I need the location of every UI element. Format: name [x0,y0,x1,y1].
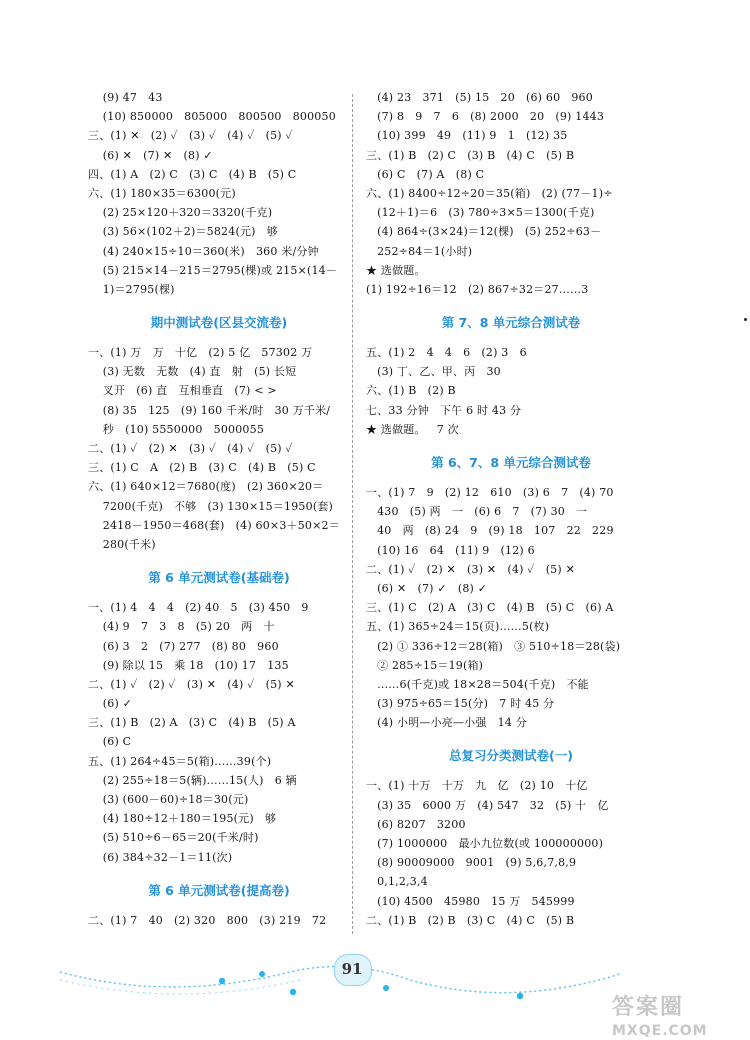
answer-line: 七、33 分钟 下午 6 时 43 分 [366,403,522,417]
section-heading: 总复习分类测试卷(一) [449,748,573,764]
answer-line: (3) 丁、乙、甲、丙 30 [366,365,501,379]
answer-line: (6) ✕ (7) ✕ (8) ✓ [88,148,213,162]
watermark-line1: 答案圈 [612,995,685,1020]
answer-line: ★ 选做题。 7 次 [366,422,459,436]
answer-line: (1) 192÷16＝12 (2) 867÷32＝27……3 [366,282,589,296]
watermark-line2: MXQE.COM [612,1023,708,1039]
answer-line: 280(千米) [88,537,156,551]
answer-line: 一、(1) 十万 十万 九 亿 (2) 10 十亿 [366,779,588,793]
answer-line: 2418－1950＝468(套) (4) 60×3＋50×2＝ [88,518,340,532]
answer-line: 40 两 (8) 24 9 (9) 18 107 22 229 [366,524,614,538]
answer-line: (6) ✓ [88,697,133,711]
answer-line: 秒 (10) 5550000 5000055 [88,422,265,436]
answer-line: (10) 399 49 (11) 9 1 (12) 35 [366,129,568,143]
answer-line: (10) 4500 45980 15 万 545999 [366,894,575,908]
answer-line: (4) 864÷(3×24)＝12(棵) (5) 252÷63－ [366,225,602,239]
answer-line: 六、(1) 8400÷12÷20＝35(箱) (2) (77－1)÷ [366,186,613,200]
answer-line: (4) 9 7 3 8 (5) 20 两 十 [88,620,275,634]
answer-line: ② 285÷15＝19(箱) [366,658,484,672]
answer-line: 三、(1) C (2) A (3) C (4) B (5) C (6) A [366,601,614,615]
answer-line: (3) 无数 无数 (4) 直 射 (5) 长短 [88,365,297,379]
answer-line: 三、(1) C A (2) B (3) C (4) B (5) C [88,461,316,475]
answer-line: (12＋1)＝6 (3) 780÷3×5＝1300(千克) [366,206,595,220]
left-column [88,88,350,930]
answer-line: 五、(1) 2 4 4 6 (2) 3 6 [366,346,527,360]
answer-line: (8) 35 125 (9) 160 千米/时 30 万千米/ [88,403,331,417]
section-heading: 第 6 单元测试卷(基础卷) [148,570,290,586]
answer-line: (9) 除以 15 乘 18 (10) 17 135 [88,658,289,672]
section-heading: 期中测试卷(区县交流卷) [150,315,288,331]
answer-line: 六、(1) B (2) B [366,384,456,398]
answer-line: (5) 510÷6－65＝20(千米/时) [88,831,259,845]
answer-line: (6) C (7) A (8) C [366,167,485,181]
answer-line: ……6(千克)或 18×28＝504(千克) 不能 [366,677,589,691]
answer-line: (6) 8207 3200 [366,817,466,831]
answer-line: 1)＝2795(棵) [88,282,175,296]
answer-line: (6) ✕ (7) ✓ (8) ✓ [366,581,488,595]
answer-line: (2) 255÷18＝5(辆)……15(人) 6 辆 [88,773,297,787]
answer-line: 430 (5) 两 一 (6) 6 7 (7) 30 一 [366,505,588,519]
answer-line: 0,1,2,3,4 [366,875,428,889]
answer-line: 二、(1) ✓ (2) ✕ (3) ✕ (4) ✓ (5) ✕ [366,562,575,576]
answer-line: (3) 975÷65＝15(分) 7 时 45 分 [366,697,555,711]
answer-line: 五、(1) 264÷45＝5(箱)……39(个) [88,754,272,768]
section-heading: 第 7、8 单元综合测试卷 [441,315,581,331]
answer-line: (10) 850000 805000 800500 800050 [88,110,336,124]
answer-line: (4) 180÷12＋180＝195(元) 够 [88,812,277,826]
answer-line: (6) 3 2 (7) 277 (8) 80 960 [88,639,279,653]
answer-line: 三、(1) B (2) C (3) B (4) C (5) B [366,148,575,162]
answer-line: (4) 小明—小亮—小强 14 分 [366,716,527,730]
watermark [612,990,750,1038]
right-column [366,88,656,930]
answer-line: 252÷84＝1(小时) [366,244,473,258]
margin-dot [744,318,747,321]
answer-line: (5) 215×14－215＝2795(棵)或 215×(14－ [88,263,338,277]
answer-line: (3) 56×(102＋2)＝5824(元) 够 [88,225,278,239]
answer-line: (4) 240×15÷10＝360(米) 360 米/分钟 [88,244,319,258]
section-heading: 第 6、7、8 单元综合测试卷 [431,455,591,470]
answer-line: (7) 8 9 7 6 (8) 2000 20 (9) 1443 [366,110,605,124]
answer-line: (10) 16 64 (11) 9 (12) 6 [366,543,535,557]
answer-line: (2) 25×120＋320＝3320(千克) [88,206,273,220]
answer-line: 二、(1) ✓ (2) ✓ (3) ✕ (4) ✓ (5) ✕ [88,677,295,691]
answer-line: 六、(1) 640×12＝7680(度) (2) 360×20＝ [88,480,324,494]
answer-line: ★ 选做题。 [366,263,426,277]
answer-line: 三、(1) ✕ (2) ✓ (3) ✓ (4) ✓ (5) ✓ [88,129,293,143]
answer-line: 二、(1) 7 40 (2) 320 800 (3) 219 72 [88,913,327,927]
answer-line: 叉开 (6) 直 互相垂直 (7) < > [88,384,277,398]
answer-line: 五、(1) 365÷24＝15(页)……5(枚) [366,620,550,634]
page-number: 91 [341,960,363,978]
answer-line: (6) C [88,735,132,749]
answer-line: (6) 384÷32－1＝11(次) [88,850,233,864]
answer-line: 一、(1) 4 4 4 (2) 40 5 (3) 450 9 [88,601,309,615]
answer-line: (8) 90009000 9001 (9) 5,6,7,8,9 [366,856,577,870]
answer-line: 一、(1) 万 万 十亿 (2) 5 亿 57302 万 [88,346,313,360]
answer-line: 三、(1) B (2) A (3) C (4) B (5) A [88,716,296,730]
answer-line: 四、(1) A (2) C (3) C (4) B (5) C [88,167,297,181]
answer-line: (3) 35 6000 万 (4) 547 32 (5) 十 亿 [366,798,609,812]
answer-line: 一、(1) 7 9 (2) 12 610 (3) 6 7 (4) 70 [366,486,614,499]
answer-line: 7200(千克) 不够 (3) 130×15＝1950(套) [88,499,334,513]
answer-line: 二、(1) B (2) B (3) C (4) C (5) B [366,913,575,927]
answer-line: (9) 47 43 [88,91,163,104]
answer-line: (7) 1000000 最小九位数(或 100000000) [366,837,604,850]
answer-line: (2) ① 336÷12＝28(箱) ③ 510÷18＝28(袋) [366,639,621,653]
column-divider [352,94,353,934]
answer-line: 六、(1) 180×35＝6300(元) [88,186,236,200]
section-heading: 第 6 单元测试卷(提高卷) [148,882,290,898]
answer-line: 二、(1) ✓ (2) ✕ (3) ✓ (4) ✓ (5) ✓ [88,442,293,455]
answer-line: (3) (600－60)÷18＝30(元) [88,793,249,806]
answer-line: (4) 23 371 (5) 15 20 (6) 60 960 [366,91,593,104]
